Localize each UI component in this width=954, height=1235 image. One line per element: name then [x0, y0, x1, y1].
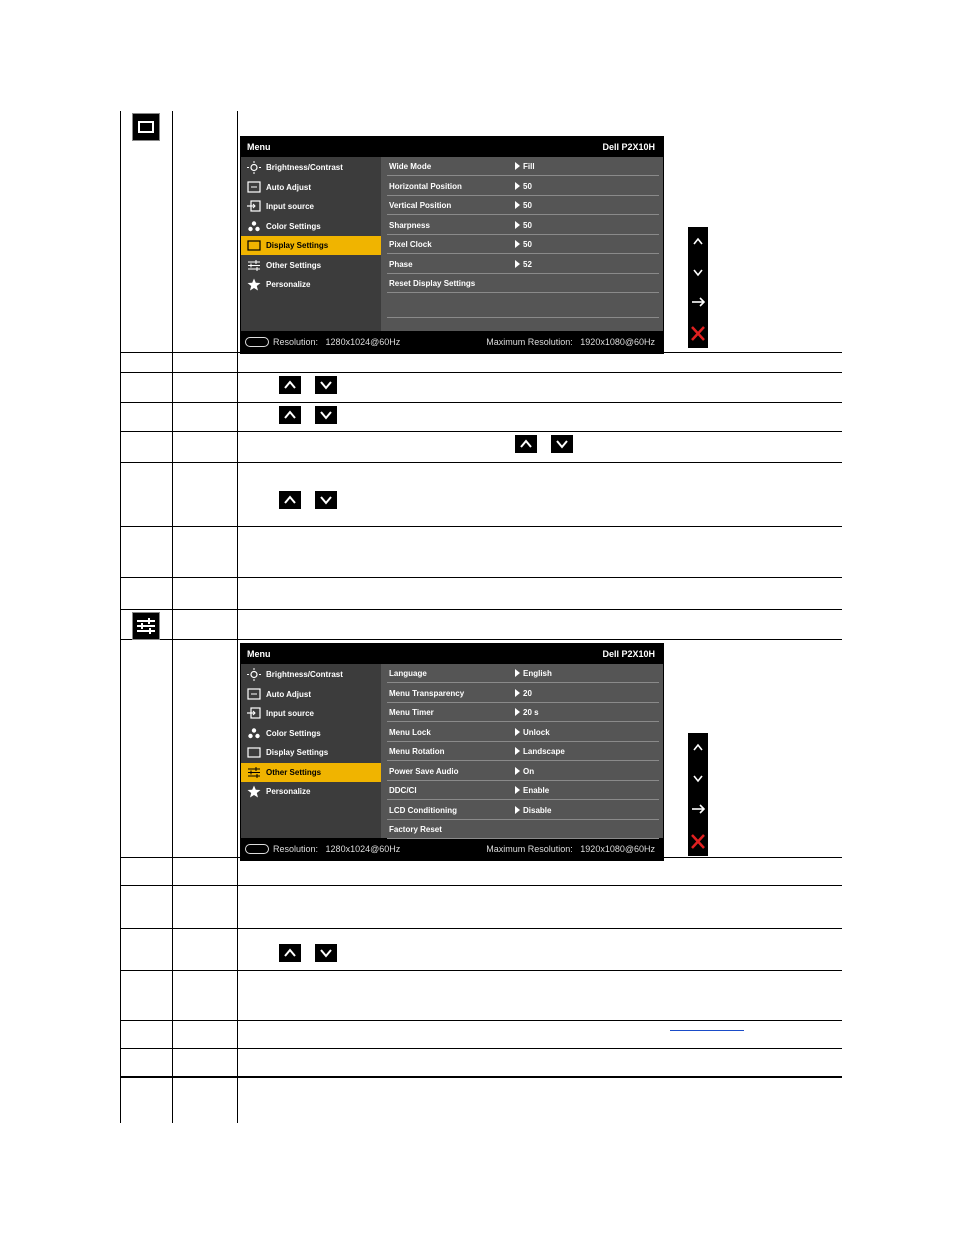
osd-menu-list [241, 157, 381, 331]
table-column-divider-1 [172, 111, 173, 1123]
osd-setting-value: Fill [523, 162, 535, 171]
osd-max-resolution: Maximum Resolution: 1920x1080@60Hz [486, 844, 655, 854]
osd-menu-list [241, 664, 381, 838]
osd-setting-row[interactable] [387, 762, 659, 781]
osd-menu-item-label: Display Settings [266, 748, 329, 757]
triangle-right-icon [515, 260, 520, 268]
osd-menu-item[interactable] [241, 743, 381, 762]
triangle-right-icon [515, 689, 520, 697]
osd-setting-value: English [523, 669, 552, 678]
osd-setting-label: Factory Reset [389, 825, 442, 834]
input-source-icon [247, 707, 261, 720]
input-source-icon [247, 200, 261, 213]
osd-menu-item-label: Personalize [266, 280, 311, 289]
osd-setting-row[interactable] [387, 820, 659, 839]
display-settings-icon [132, 113, 160, 141]
osd-max-resolution-value: 1920x1080@60Hz [580, 844, 655, 854]
osd-menu-item[interactable] [241, 236, 381, 255]
triangle-right-icon [515, 669, 520, 677]
table-row-divider [120, 526, 842, 527]
enter-arrow-icon [688, 795, 708, 824]
triangle-right-icon [515, 162, 520, 170]
other-settings-icon [132, 612, 160, 640]
other-settings-icon [247, 259, 261, 272]
osd-max-resolution: Maximum Resolution: 1920x1080@60Hz [486, 337, 655, 347]
osd-menu-item-label: Display Settings [266, 241, 329, 250]
osd-setting-label: Menu Lock [389, 727, 431, 737]
osd-setting-value: 20 [523, 688, 532, 698]
osd-setting-row[interactable] [387, 196, 659, 215]
table-row-divider [120, 1048, 842, 1049]
osd-menu-item-label: Other Settings [266, 767, 322, 777]
close-icon [688, 319, 708, 348]
vga-input-icon [245, 844, 269, 854]
osd-menu-title: Menu [247, 142, 271, 152]
osd-menu-item[interactable] [241, 685, 381, 704]
osd-resolution-value: 1280x1024@60Hz [325, 337, 401, 347]
table-row-divider [120, 609, 842, 610]
brightness-icon [247, 668, 261, 681]
table-row-divider [120, 431, 842, 432]
osd-footer [241, 838, 663, 860]
osd-setting-value: On [523, 766, 535, 776]
osd-menu-item[interactable] [241, 763, 381, 782]
osd-setting-label: Menu Timer [389, 708, 434, 717]
enter-arrow-icon [688, 288, 708, 317]
osd-menu-item-label: Input source [266, 202, 315, 211]
display-settings-icon [247, 239, 261, 252]
osd-setting-value: 50 [523, 201, 532, 210]
osd-menu-item[interactable] [241, 782, 381, 801]
triangle-right-icon [515, 182, 520, 190]
table-row-divider [120, 1020, 842, 1021]
osd-setting-label: Reset Display Settings [389, 279, 476, 288]
osd-setting-row[interactable] [387, 177, 659, 196]
osd-setting-row[interactable] [387, 235, 659, 254]
color-settings-icon [247, 220, 261, 233]
display-settings-icon [247, 746, 261, 759]
down-arrow-icon [315, 406, 337, 424]
osd-menu-item-label: Color Settings [266, 728, 321, 738]
osd-setting-row[interactable] [387, 781, 659, 800]
table-row-divider [120, 1076, 842, 1078]
hyperlink-underline[interactable] [670, 1030, 744, 1031]
osd-setting-value: 50 [523, 181, 532, 191]
triangle-right-icon [515, 728, 520, 736]
osd-setting-row[interactable] [387, 801, 659, 820]
osd-setting-label: Language [389, 669, 427, 678]
triangle-right-icon [515, 240, 520, 248]
up-arrow-icon [515, 435, 537, 453]
table-left-border [120, 111, 121, 1123]
osd-menu-item[interactable] [241, 197, 381, 216]
osd-setting-value: Enable [523, 786, 550, 795]
osd-setting-row[interactable] [387, 255, 659, 274]
osd-setting-label: DDC/CI [389, 786, 417, 795]
star-icon [247, 278, 261, 291]
osd-setting-label: Phase [389, 259, 413, 269]
osd-menu-item[interactable] [241, 178, 381, 197]
osd-navigation-buttons [688, 733, 708, 856]
osd-menu-item[interactable] [241, 665, 381, 684]
osd-resolution-value: 1280x1024@60Hz [325, 844, 401, 854]
osd-model-name: Dell P2X10H [602, 142, 655, 152]
triangle-right-icon [515, 221, 520, 229]
osd-model-name: Dell P2X10H [602, 649, 655, 659]
down-arrow-icon [688, 258, 708, 287]
triangle-right-icon [515, 708, 520, 716]
table-column-divider-2 [237, 111, 238, 1123]
down-arrow-icon [688, 764, 708, 793]
osd-setting-label: Sharpness [389, 220, 430, 230]
auto-adjust-icon [247, 181, 261, 194]
triangle-right-icon [515, 201, 520, 209]
table-row-divider [120, 970, 842, 971]
color-settings-icon [247, 727, 261, 740]
osd-setting-label: Vertical Position [389, 201, 452, 210]
up-arrow-icon [279, 376, 301, 394]
osd-menu-item-label: Brightness/Contrast [266, 670, 343, 679]
triangle-right-icon [515, 767, 520, 775]
osd-setting-label: Pixel Clock [389, 240, 432, 249]
osd-setting-row[interactable] [387, 703, 659, 722]
osd-setting-value: 50 [523, 220, 532, 230]
osd-footer [241, 331, 663, 353]
osd-menu-item-label: Brightness/Contrast [266, 163, 343, 172]
osd-setting-label: Power Save Audio [389, 766, 459, 776]
osd-setting-row[interactable] [387, 664, 659, 683]
osd-menu-item[interactable] [241, 158, 381, 177]
close-icon [688, 827, 708, 856]
osd-resolution-label: Resolution: 1280x1024@60Hz [273, 337, 401, 347]
osd-setting-row[interactable] [387, 274, 659, 293]
osd-menu-item[interactable] [241, 724, 381, 743]
osd-setting-label: Menu Rotation [389, 747, 445, 756]
other-settings-icon [247, 766, 261, 779]
osd-max-resolution-value: 1920x1080@60Hz [580, 337, 655, 347]
up-arrow-icon [279, 944, 301, 962]
down-arrow-icon [315, 491, 337, 509]
up-arrow-icon [279, 491, 301, 509]
up-arrow-icon [688, 733, 708, 762]
triangle-right-icon [515, 747, 520, 755]
osd-menu-item-label: Other Settings [266, 260, 322, 270]
osd-menu-item-label: Auto Adjust [266, 689, 312, 699]
osd-setting-row[interactable] [387, 684, 659, 703]
osd-menu-item-label: Input source [266, 709, 315, 718]
osd-header [241, 644, 663, 664]
osd-setting-row[interactable] [387, 723, 659, 742]
osd-navigation-buttons [688, 227, 708, 348]
auto-adjust-icon [247, 688, 261, 701]
triangle-right-icon [515, 786, 520, 794]
table-row-divider [120, 372, 842, 373]
table-row-divider [120, 402, 842, 403]
osd-menu-item-label: Personalize [266, 787, 311, 796]
osd-menu-item[interactable] [241, 704, 381, 723]
osd-setting-value: Unlock [523, 727, 550, 737]
osd-setting-label: LCD Conditioning [389, 805, 457, 815]
down-arrow-icon [551, 435, 573, 453]
osd-setting-value: Disable [523, 805, 552, 815]
table-row-divider [120, 577, 842, 578]
table-row-divider [120, 928, 842, 929]
osd-menu-item-label: Auto Adjust [266, 182, 312, 192]
table-row-divider [120, 639, 842, 640]
vga-input-icon [245, 337, 269, 347]
table-row-divider [120, 885, 842, 886]
osd-other-settings-screenshot [240, 643, 664, 861]
osd-display-settings-screenshot [240, 136, 664, 354]
osd-setting-label: Horizontal Position [389, 181, 462, 191]
triangle-right-icon [515, 806, 520, 814]
star-icon [247, 785, 261, 798]
osd-setting-value: 50 [523, 240, 532, 249]
osd-header [241, 137, 663, 157]
osd-setting-value: Landscape [523, 747, 565, 756]
osd-setting-value: 20 s [523, 708, 539, 717]
osd-menu-item[interactable] [241, 275, 381, 294]
osd-menu-title: Menu [247, 649, 271, 659]
osd-setting-row[interactable] [387, 216, 659, 235]
osd-setting-label: Wide Mode [389, 162, 432, 171]
osd-menu-item[interactable] [241, 256, 381, 275]
osd-setting-row-empty [387, 294, 659, 318]
up-arrow-icon [688, 227, 708, 256]
osd-resolution-label: Resolution: 1280x1024@60Hz [273, 844, 401, 854]
table-row-divider [120, 462, 842, 463]
osd-setting-row[interactable] [387, 742, 659, 761]
brightness-icon [247, 161, 261, 174]
osd-menu-item-label: Color Settings [266, 221, 321, 231]
osd-menu-item[interactable] [241, 217, 381, 236]
osd-setting-value: 52 [523, 259, 532, 269]
osd-setting-label: Menu Transparency [389, 688, 465, 698]
down-arrow-icon [315, 944, 337, 962]
down-arrow-icon [315, 376, 337, 394]
osd-setting-row[interactable] [387, 157, 659, 176]
up-arrow-icon [279, 406, 301, 424]
